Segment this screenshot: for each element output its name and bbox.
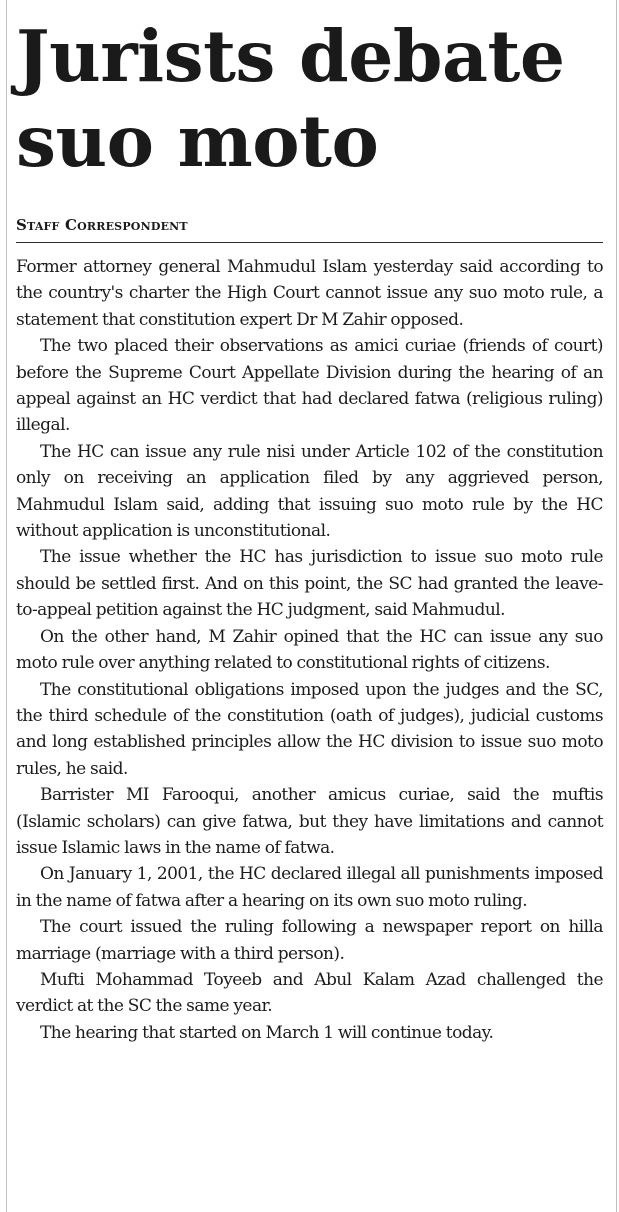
paragraph: The court issued the ruling following a newspaper report on hilla marriage (marriage with a third person).: [16, 917, 603, 964]
paragraph: Barrister MI Farooqui, another amicus curiae, said the muftis (Islamic scholars) can give fatwa, but they have limitations and cannot issue Islamic laws in the name of fatwa.: [16, 785, 603, 858]
paragraph: The constitutional obligations imposed upon the judges and the SC, the third schedule of the constitution (oath of judges), judicial customs and long established principles allow the HC division to issue suo moto rules, he said.: [16, 679, 603, 779]
paragraph: Former attorney general Mahmudul Islam yesterday said according to the country's charter the High Court cannot issue any suo moto rule, a statement that constitution expert Dr M Zahir opposed.: [16, 257, 603, 330]
paragraph: The HC can issue any rule nisi under Article 102 of the constitution only on receiving an application filed by any aggrieved person, Mahmudul Islam said, adding that issuing suo moto rule by the HC without application is unconstitutional.: [16, 441, 603, 542]
paragraph: The issue whether the HC has jurisdiction to issue suo moto rule should be settled first. And on this point, the SC had granted the leave-to-appeal petition against the HC judgment, said Mahmudul.: [16, 547, 603, 621]
paragraph: Mufti Mohammad Toyeeb and Abul Kalam Azad challenged the verdict at the SC the same year.: [16, 969, 603, 1017]
article-body: [16, 254, 603, 1046]
paragraph: The hearing that started on March 1 will continue today.: [40, 1022, 494, 1043]
paragraph: On the other hand, M Zahir opined that the HC can issue any suo moto rule over anything related to constitutional rights of citizens.: [16, 626, 603, 674]
paragraph: The two placed their observations as amici curiae (friends of court) before the Supreme Court Appellate Division during the hearing of an appeal against an HC verdict that had declared fatwa (religious ruling) illegal.: [16, 336, 603, 436]
byline: Staff Correspondent: [16, 216, 188, 234]
paragraph: On January 1, 2001, the HC declared illegal all punishments imposed in the name of fatwa after a hearing on its own suo moto ruling.: [16, 864, 603, 911]
headline: Jurists debate suo moto: [16, 14, 565, 183]
byline-divider: [16, 242, 603, 243]
